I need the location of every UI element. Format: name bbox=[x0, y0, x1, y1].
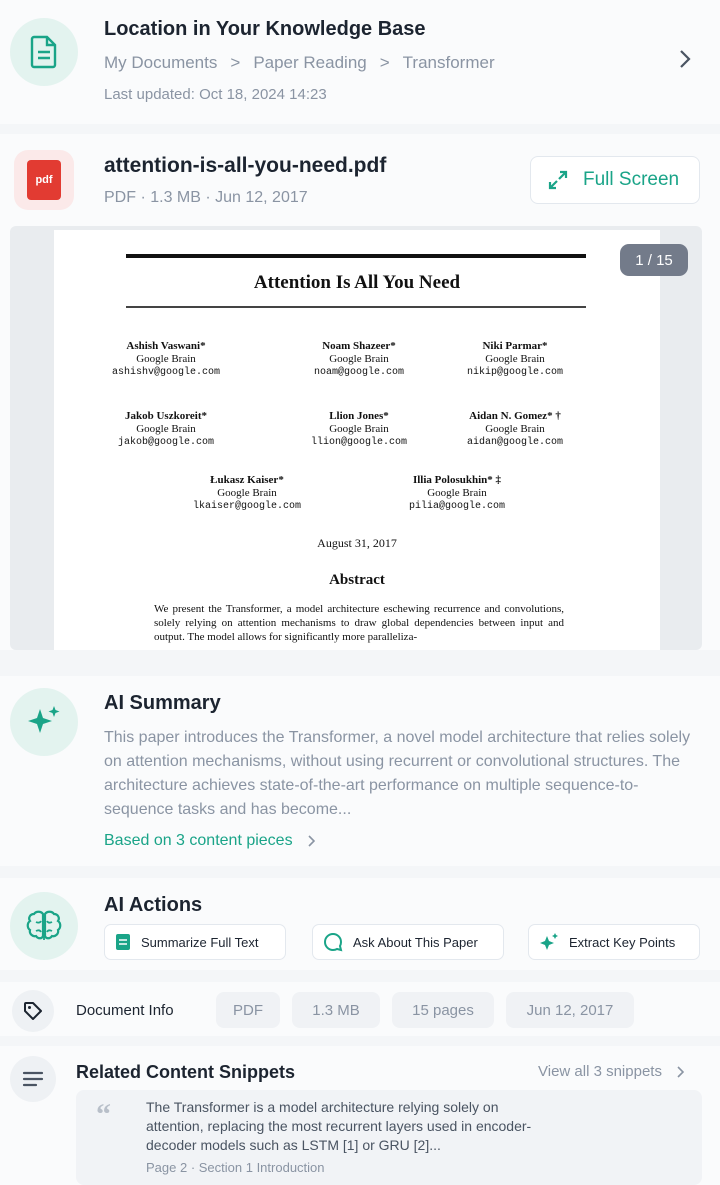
last-updated: Last updated: Oct 18, 2024 14:23 bbox=[104, 86, 327, 103]
chevron-right-icon bbox=[307, 835, 315, 847]
breadcrumb bbox=[104, 53, 495, 73]
tag-icon bbox=[12, 990, 54, 1032]
chevron-right-icon bbox=[676, 1066, 684, 1078]
document-icon bbox=[10, 18, 78, 86]
sparkle-icon bbox=[539, 932, 559, 952]
author-block bbox=[274, 410, 444, 449]
brain-icon bbox=[10, 892, 78, 960]
document-info-label: Document Info bbox=[76, 1002, 174, 1019]
info-chip-type: PDF bbox=[216, 992, 280, 1028]
breadcrumb-separator: > bbox=[379, 53, 390, 72]
author-block bbox=[162, 474, 332, 513]
author-org: Google Brain bbox=[136, 423, 196, 435]
author-name: Llion Jones* bbox=[329, 410, 389, 422]
document-icon bbox=[115, 933, 131, 951]
breadcrumb-separator: > bbox=[230, 53, 241, 72]
document-name: attention-is-all-you-need.pdf bbox=[104, 154, 387, 177]
paper-date: August 31, 2017 bbox=[317, 536, 397, 550]
snippet-text: The Transformer is a model architecture relying solely on attention, replacing the most recurrent layers used in encoder-decoder models such as LSTM [1] or GRU [2]... bbox=[146, 1099, 532, 1153]
breadcrumb-item-transformer[interactable]: Transformer bbox=[402, 53, 495, 72]
ask-about-paper-button[interactable] bbox=[312, 924, 504, 960]
author-org: Google Brain bbox=[329, 353, 389, 365]
summary-sources-label: Based on 3 content pieces bbox=[104, 832, 293, 849]
author-email: noam@google.com bbox=[313, 367, 404, 378]
actions-title: AI Actions bbox=[104, 894, 203, 916]
author-name: Niki Parmar* bbox=[482, 340, 548, 352]
info-chip-pages: 15 pages bbox=[392, 992, 494, 1028]
author-name: Aidan N. Gomez* † bbox=[469, 410, 561, 422]
snippets-title: Related Content Snippets bbox=[76, 1062, 296, 1082]
author-block bbox=[81, 340, 251, 379]
author-name: Jakob Uszkoreit* bbox=[125, 410, 207, 422]
author-block bbox=[372, 474, 542, 513]
author-block bbox=[274, 340, 444, 379]
author-org: Google Brain bbox=[217, 487, 277, 499]
document-info-row bbox=[0, 982, 720, 1036]
pdf-file-icon bbox=[14, 150, 74, 210]
summarize-full-text-button[interactable] bbox=[104, 924, 286, 960]
extract-key-points-button[interactable] bbox=[528, 924, 700, 960]
summary-title: AI Summary bbox=[104, 692, 221, 714]
author-org: Google Brain bbox=[136, 353, 196, 365]
author-org: Google Brain bbox=[485, 423, 545, 435]
related-snippets-section bbox=[0, 1046, 720, 1185]
ai-summary-card bbox=[0, 676, 720, 866]
author-email: nikip@google.com bbox=[466, 367, 563, 378]
author-email: jakob@google.com bbox=[117, 437, 214, 448]
info-chip-date: Jun 12, 2017 bbox=[506, 992, 634, 1028]
info-chip-size: 1.3 MB bbox=[292, 992, 380, 1028]
author-org: Google Brain bbox=[427, 487, 487, 499]
author-org: Google Brain bbox=[485, 353, 545, 365]
chevron-right-icon[interactable] bbox=[678, 48, 692, 75]
author-name: Illia Polosukhin* ‡ bbox=[412, 474, 502, 486]
author-name: Noam Shazeer* bbox=[322, 340, 396, 352]
breadcrumb-item-paper-reading[interactable]: Paper Reading bbox=[253, 53, 367, 72]
snippet-card[interactable] bbox=[76, 1090, 702, 1185]
author-block bbox=[81, 410, 251, 449]
full-screen-label: Full Screen bbox=[583, 169, 680, 190]
expand-icon bbox=[547, 169, 569, 191]
author-email: pilia@google.com bbox=[408, 501, 505, 512]
abstract-text: We present the Transformer, a model architecture eschewing recurrence and convolutions, solely relying on attention mechanisms to draw global dependencies between input and output. The model allows for significantly more paralleliza- bbox=[154, 603, 564, 643]
author-email: ashishv@google.com bbox=[111, 367, 221, 378]
author-block bbox=[430, 340, 600, 379]
summarize-label: Summarize Full Text bbox=[141, 934, 259, 950]
quote-icon: “ bbox=[96, 1098, 111, 1131]
view-all-label: View all 3 snippets bbox=[538, 1063, 662, 1080]
abstract-heading: Abstract bbox=[329, 572, 385, 588]
author-email: aidan@google.com bbox=[466, 437, 563, 448]
author-org: Google Brain bbox=[329, 423, 389, 435]
ai-actions-card bbox=[0, 878, 720, 970]
list-icon bbox=[10, 1056, 56, 1102]
breadcrumb-item-my-documents[interactable]: My Documents bbox=[104, 53, 218, 72]
author-email: lkaiser@google.com bbox=[192, 501, 302, 512]
full-screen-button[interactable] bbox=[530, 156, 700, 204]
author-name: Ashish Vaswani* bbox=[126, 340, 206, 352]
sparkle-icon bbox=[10, 688, 78, 756]
pdf-preview[interactable] bbox=[10, 226, 702, 650]
view-all-snippets-link[interactable] bbox=[538, 1063, 684, 1080]
document-meta: PDF · 1.3 MB · Jun 12, 2017 bbox=[104, 189, 308, 206]
author-email: llion@google.com bbox=[310, 437, 407, 448]
paper-title: Attention Is All You Need bbox=[253, 272, 461, 293]
location-title: Location in Your Knowledge Base bbox=[104, 18, 426, 40]
document-card bbox=[0, 134, 720, 650]
snippet-source: Page 2 · Section 1 Introduction bbox=[146, 1160, 325, 1175]
ask-label: Ask About This Paper bbox=[353, 934, 478, 950]
title-rule-top bbox=[126, 254, 586, 258]
summary-text: This paper introduces the Transformer, a novel model architecture that relies solely on attention mechanisms, without using recurrent or convolutional structures. The architecture achieves state-of-the-art performance on multiple sequence-to-sequence tasks and has become... bbox=[104, 729, 691, 818]
author-block bbox=[430, 410, 600, 449]
summary-sources-link[interactable] bbox=[104, 832, 315, 850]
title-rule-bottom bbox=[126, 306, 586, 308]
chat-bubble-icon bbox=[323, 932, 343, 952]
author-name: Łukasz Kaiser* bbox=[210, 474, 284, 486]
pdf-page bbox=[54, 230, 660, 650]
extract-label: Extract Key Points bbox=[569, 934, 676, 950]
pdf-badge: pdf bbox=[27, 160, 61, 200]
page-indicator: 1 / 15 bbox=[620, 244, 688, 276]
kb-location-card[interactable] bbox=[0, 0, 720, 124]
